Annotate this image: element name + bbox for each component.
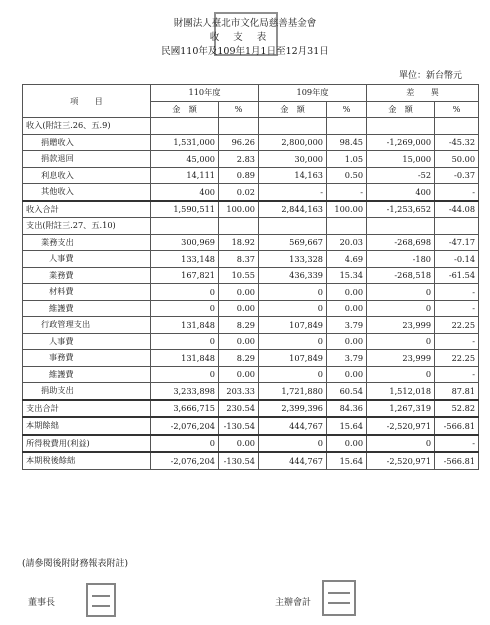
amount-diff: 15,000	[367, 151, 435, 168]
pct-110: 0.00	[219, 284, 259, 301]
header-row-years	[23, 85, 479, 102]
pct-diff: -	[435, 284, 479, 301]
pct-110: 0.02	[219, 184, 259, 201]
amount-109: 2,844,163	[259, 201, 327, 218]
table-row	[23, 452, 479, 469]
pct-110: 0.00	[219, 366, 259, 383]
pct-diff: -566.81	[435, 417, 479, 435]
amount-109: 0	[259, 435, 327, 453]
amount-diff: -268,518	[367, 267, 435, 284]
table-row	[23, 400, 479, 418]
amount-110: 0	[151, 366, 219, 383]
col-header-diff: 差 異	[367, 85, 479, 102]
row-label: 利息收入	[23, 167, 151, 184]
pct-110: 8.29	[219, 350, 259, 367]
table-row	[23, 317, 479, 334]
amount-diff: 1,267,319	[367, 400, 435, 418]
col-header-pct: %	[219, 101, 259, 118]
amount-diff: 1,512,018	[367, 383, 435, 400]
pct-109: 1.05	[327, 151, 367, 168]
pct-109: 0.00	[327, 435, 367, 453]
pct-109: 60.54	[327, 383, 367, 400]
pct-110: 0.89	[219, 167, 259, 184]
row-label: 捐助支出	[23, 383, 151, 400]
amount-110: 0	[151, 333, 219, 350]
pct-109: 15.64	[327, 417, 367, 435]
row-label: 本期稅後餘絀	[23, 452, 151, 469]
amount-109: 444,767	[259, 452, 327, 469]
pct-109: 3.79	[327, 317, 367, 334]
table-row	[23, 184, 479, 201]
amount-109: 0	[259, 366, 327, 383]
amount-109: 444,767	[259, 417, 327, 435]
pct-110: 8.37	[219, 251, 259, 268]
table-row	[23, 435, 479, 453]
table-row	[23, 218, 479, 235]
amount-109: 569,667	[259, 234, 327, 251]
table-row	[23, 366, 479, 383]
pct-110: 0.00	[219, 435, 259, 453]
amount-diff: 23,999	[367, 317, 435, 334]
pct-109: 0.00	[327, 366, 367, 383]
amount-110: 300,969	[151, 234, 219, 251]
row-label: 業務支出	[23, 234, 151, 251]
pct-109: 84.36	[327, 400, 367, 418]
amount-diff: 0	[367, 300, 435, 317]
pct-110: 10.55	[219, 267, 259, 284]
col-header-amount: 金 額	[367, 101, 435, 118]
amount-110: 1,590,511	[151, 201, 219, 218]
pct-109: 3.79	[327, 350, 367, 367]
amount-110	[151, 218, 219, 235]
row-label: 業務費	[23, 267, 151, 284]
amount-109: 1,721,880	[259, 383, 327, 400]
pct-109: -	[327, 184, 367, 201]
amount-110	[151, 118, 219, 135]
amount-110: 131,848	[151, 317, 219, 334]
row-label: 其他收入	[23, 184, 151, 201]
row-label: 本期餘絀	[23, 417, 151, 435]
pct-diff: -47.17	[435, 234, 479, 251]
accountant-label: 主辦會計	[275, 598, 312, 608]
amount-109: 436,339	[259, 267, 327, 284]
pct-110: 2.83	[219, 151, 259, 168]
table-row	[23, 383, 479, 400]
amount-109: -	[259, 184, 327, 201]
statement-period: 民國110年及109年1月1日至12月31日	[161, 46, 329, 57]
col-header-pct: %	[327, 101, 367, 118]
table-row	[23, 350, 479, 367]
table-row	[23, 251, 479, 268]
amount-diff: 0	[367, 366, 435, 383]
amount-110: 133,148	[151, 251, 219, 268]
pct-diff: -0.37	[435, 167, 479, 184]
amount-110: 1,531,000	[151, 134, 219, 151]
statement-title: 收支表	[209, 32, 281, 43]
pct-109: 0.00	[327, 333, 367, 350]
pct-110: 203.33	[219, 383, 259, 400]
row-label: 收入合計	[23, 201, 151, 218]
row-label: 支出(附註三.27、五.10)	[23, 218, 151, 235]
amount-110: 0	[151, 300, 219, 317]
amount-diff	[367, 218, 435, 235]
pct-110: -130.54	[219, 452, 259, 469]
pct-109	[327, 118, 367, 135]
pct-diff: 22.25	[435, 350, 479, 367]
pct-diff: -	[435, 184, 479, 201]
pct-109: 15.64	[327, 452, 367, 469]
pct-diff: -	[435, 435, 479, 453]
amount-diff: -2,520,971	[367, 452, 435, 469]
pct-diff: -	[435, 333, 479, 350]
amount-109: 107,849	[259, 317, 327, 334]
pct-110: 0.00	[219, 300, 259, 317]
pct-109: 98.45	[327, 134, 367, 151]
amount-110: -2,076,204	[151, 452, 219, 469]
pct-diff: -	[435, 366, 479, 383]
pct-diff: -44.08	[435, 201, 479, 218]
pct-diff: -45.32	[435, 134, 479, 151]
amount-diff: -1,269,000	[367, 134, 435, 151]
row-label: 支出合計	[23, 400, 151, 418]
pct-diff: -	[435, 300, 479, 317]
pct-diff: -566.81	[435, 452, 479, 469]
col-header-110: 110年度	[151, 85, 259, 102]
pct-109: 0.00	[327, 300, 367, 317]
col-header-amount: 金 額	[151, 101, 219, 118]
table-row	[23, 333, 479, 350]
amount-110: 131,848	[151, 350, 219, 367]
amount-110: 0	[151, 284, 219, 301]
amount-109: 14,163	[259, 167, 327, 184]
amount-109	[259, 118, 327, 135]
amount-110: 14,111	[151, 167, 219, 184]
pct-diff: -61.54	[435, 267, 479, 284]
amount-diff	[367, 118, 435, 135]
amount-110: 3,666,715	[151, 400, 219, 418]
pct-109: 20.03	[327, 234, 367, 251]
pct-109: 0.00	[327, 284, 367, 301]
row-label: 行政管理支出	[23, 317, 151, 334]
pct-diff: 50.00	[435, 151, 479, 168]
pct-diff: 52.82	[435, 400, 479, 418]
row-label: 維護費	[23, 300, 151, 317]
pct-109: 100.00	[327, 201, 367, 218]
amount-110: 0	[151, 435, 219, 453]
amount-110: 45,000	[151, 151, 219, 168]
amount-diff: -180	[367, 251, 435, 268]
pct-110: -130.54	[219, 417, 259, 435]
amount-diff: 0	[367, 284, 435, 301]
row-label: 捐贈收入	[23, 134, 151, 151]
pct-110: 100.00	[219, 201, 259, 218]
amount-109: 30,000	[259, 151, 327, 168]
amount-109: 2,800,000	[259, 134, 327, 151]
row-label: 捐款退回	[23, 151, 151, 168]
pct-110	[219, 118, 259, 135]
pct-diff	[435, 218, 479, 235]
amount-110: -2,076,204	[151, 417, 219, 435]
pct-diff	[435, 118, 479, 135]
pct-110: 96.26	[219, 134, 259, 151]
pct-110: 0.00	[219, 333, 259, 350]
amount-diff: 0	[367, 435, 435, 453]
col-header-pct: %	[435, 101, 479, 118]
amount-diff: 0	[367, 333, 435, 350]
row-label: 人事費	[23, 251, 151, 268]
table-row	[23, 167, 479, 184]
table-row	[23, 300, 479, 317]
table-row	[23, 234, 479, 251]
row-label: 維護費	[23, 366, 151, 383]
pct-109: 0.50	[327, 167, 367, 184]
row-label: 人事費	[23, 333, 151, 350]
table-row	[23, 267, 479, 284]
table-row	[23, 151, 479, 168]
amount-109: 2,399,396	[259, 400, 327, 418]
amount-110: 167,821	[151, 267, 219, 284]
amount-109: 107,849	[259, 350, 327, 367]
organization-name: 財團法人臺北市文化局慈善基金會	[173, 18, 317, 29]
amount-diff: 400	[367, 184, 435, 201]
notes-reference: (請參閱後附財務報表附註)	[22, 559, 129, 569]
amount-diff: 23,999	[367, 350, 435, 367]
table-row	[23, 417, 479, 435]
table-row	[23, 284, 479, 301]
table-row	[23, 118, 479, 135]
table-row	[23, 201, 479, 218]
pct-diff: 87.81	[435, 383, 479, 400]
amount-diff: -2,520,971	[367, 417, 435, 435]
amount-110: 400	[151, 184, 219, 201]
currency-unit: 單位：新台幣元	[398, 71, 462, 81]
pct-109: 15.34	[327, 267, 367, 284]
amount-110: 3,233,898	[151, 383, 219, 400]
amount-109	[259, 218, 327, 235]
chairman-seal	[86, 583, 116, 617]
row-label: 收入(附註三.26、五.9)	[23, 118, 151, 135]
row-label: 事務費	[23, 350, 151, 367]
pct-diff: -0.14	[435, 251, 479, 268]
amount-109: 0	[259, 284, 327, 301]
pct-110: 18.92	[219, 234, 259, 251]
row-label: 材料費	[23, 284, 151, 301]
amount-109: 0	[259, 300, 327, 317]
income-statement-table	[22, 84, 479, 470]
amount-diff: -52	[367, 167, 435, 184]
table-row	[23, 134, 479, 151]
pct-110: 8.29	[219, 317, 259, 334]
pct-109	[327, 218, 367, 235]
amount-diff: -268,698	[367, 234, 435, 251]
pct-diff: 22.25	[435, 317, 479, 334]
pct-110	[219, 218, 259, 235]
row-label: 所得稅費用(利益)	[23, 435, 151, 453]
amount-109: 0	[259, 333, 327, 350]
pct-110: 230.54	[219, 400, 259, 418]
amount-109: 133,328	[259, 251, 327, 268]
col-header-amount: 金 額	[259, 101, 327, 118]
pct-109: 4.69	[327, 251, 367, 268]
col-header-109: 109年度	[259, 85, 367, 102]
amount-diff: -1,253,652	[367, 201, 435, 218]
chairman-label: 董事長	[28, 598, 56, 608]
accountant-seal	[322, 580, 356, 616]
col-header-item: 項 目	[23, 85, 151, 118]
